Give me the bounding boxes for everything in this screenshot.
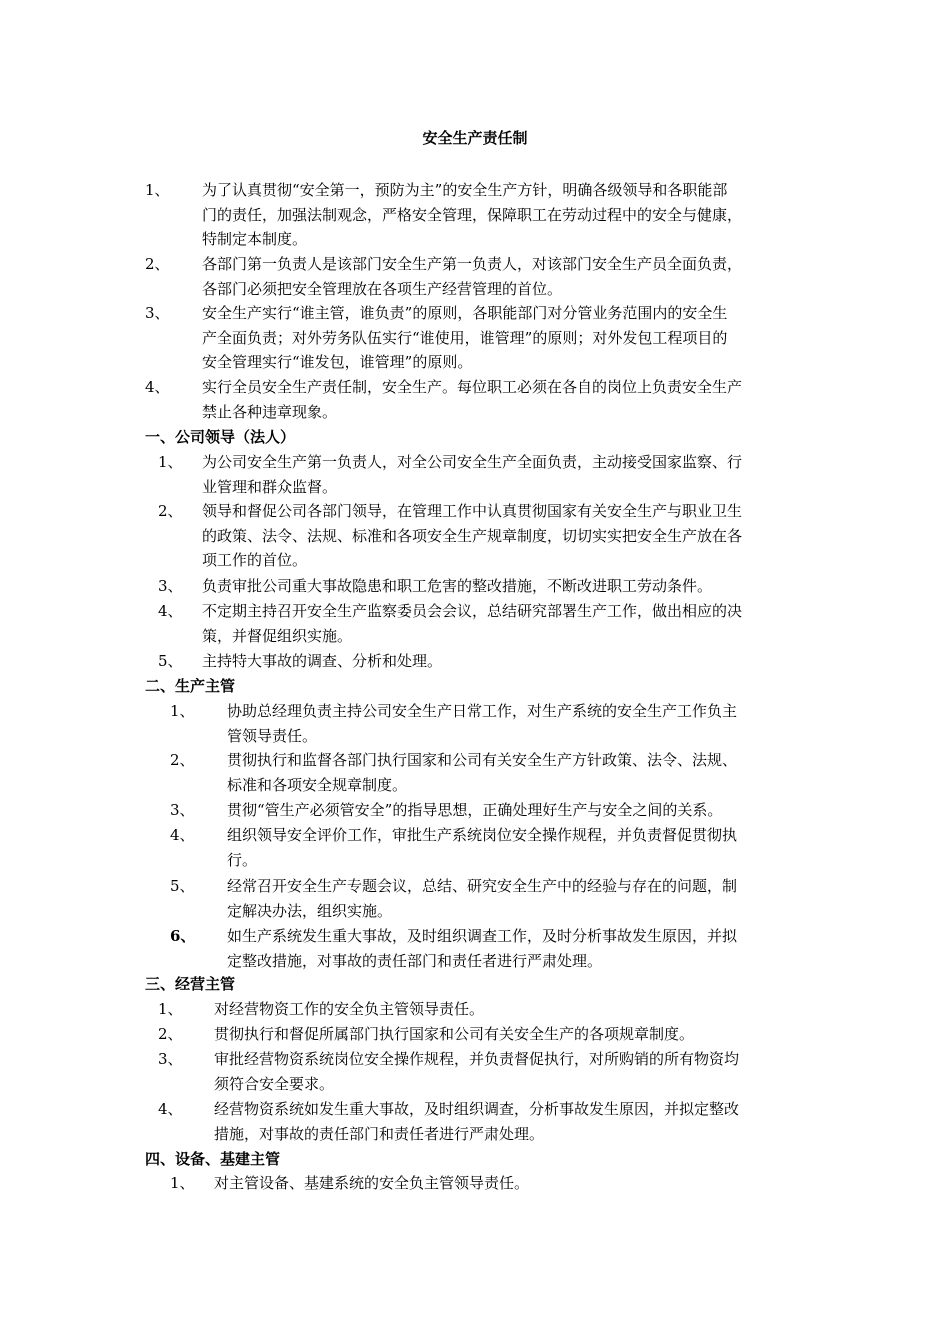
item-text: 组织领导安全评价工作，审批生产系统岗位安全操作规程，并负责督促贯彻执 行。 bbox=[227, 826, 738, 869]
item-text: 各部门第一负责人是该部门安全生产第一负责人，对该部门安全生产员全面负责， 各部门必须把安全管理放在各项生产经营管理的首位。 bbox=[202, 255, 743, 298]
item-number: 4、 bbox=[145, 378, 170, 396]
item-number: 2、 bbox=[158, 502, 183, 520]
item-number: 6、 bbox=[170, 927, 196, 945]
item-number: 1、 bbox=[170, 702, 195, 720]
item-text: 贯彻执行和督促所属部门执行国家和公司有关安全生产的各项规章制度。 bbox=[214, 1025, 695, 1043]
item-text: 为了认真贯彻“安全第一，预防为主”的安全生产方针，明确各级领导和各职能部 门的责任，加强法制观念，严格安全管理，保障职工在劳动过程中的安全与健康， 特制定本制度。 bbox=[202, 181, 743, 248]
item-text: 经营物资系统如发生重大事故，及时组织调查，分析事故发生原因，并拟定整改 措施，对事故的责任部门和责任者进行严肃处理。 bbox=[214, 1100, 740, 1143]
item-text: 领导和督促公司各部门领导，在管理工作中认真贯彻国家有关安全生产与职业卫生 的政策、法令、法规、标准和各项安全生产规章制度，切切实实把安全生产放在各 项工作的首位。 bbox=[202, 502, 743, 569]
item-text: 不定期主持召开安全生产监察委员会会议，总结研究部署生产工作，做出相应的决 策，并督促组织实施。 bbox=[202, 602, 743, 645]
section-heading-2: 二、生产主管 bbox=[145, 677, 236, 695]
item-number: 3、 bbox=[170, 801, 195, 819]
item-number: 5、 bbox=[170, 877, 195, 895]
section-heading-3: 三、经营主管 bbox=[145, 975, 236, 993]
item-text: 负责审批公司重大事故隐患和职工危害的整改措施，不断改进职工劳动条件。 bbox=[202, 577, 713, 595]
item-number: 1、 bbox=[158, 1000, 183, 1018]
item-number: 5、 bbox=[158, 652, 183, 670]
item-number: 3、 bbox=[158, 577, 183, 595]
item-number: 4、 bbox=[158, 1100, 183, 1118]
item-text: 主持特大事故的调查、分析和处理。 bbox=[202, 652, 443, 670]
item-text: 协助总经理负责主持公司安全生产日常工作，对生产系统的安全生产工作负主 管领导责任。 bbox=[227, 702, 738, 745]
item-text: 安全生产实行“谁主管，谁负责”的原则，各职能部门对分管业务范围内的安全生 产全面负责；对外劳务队伍实行“谁使用，谁管理”的原则；对外发包工程项目的 安全管理实行“谁发包，谁管理”的原则。 bbox=[202, 304, 728, 371]
document-title: 安全生产责任制 bbox=[422, 129, 528, 147]
item-number: 1、 bbox=[158, 453, 183, 471]
item-number: 3、 bbox=[145, 304, 170, 322]
item-text: 审批经营物资系统岗位安全操作规程，并负责督促执行，对所购销的所有物资均 须符合安全要求。 bbox=[214, 1050, 740, 1093]
item-text: 实行全员安全生产责任制，安全生产。每位职工必须在各自的岗位上负责安全生产 禁止各种违章现象。 bbox=[202, 378, 743, 421]
item-text: 对主管设备、基建系统的安全负主管领导责任。 bbox=[214, 1174, 530, 1192]
item-number: 3、 bbox=[158, 1050, 183, 1068]
item-number: 2、 bbox=[145, 255, 170, 273]
section-heading-4: 四、设备、基建主管 bbox=[145, 1150, 281, 1168]
item-number: 1、 bbox=[145, 181, 170, 199]
item-text: 为公司安全生产第一负责人，对全公司安全生产全面负责，主动接受国家监察、行 业管理和群众监督。 bbox=[202, 453, 743, 496]
item-text: 贯彻“管生产必须管安全”的指导思想，正确处理好生产与安全之间的关系。 bbox=[227, 801, 723, 819]
item-text: 经常召开安全生产专题会议，总结、研究安全生产中的经验与存在的问题，制 定解决办法，组织实施。 bbox=[227, 877, 738, 920]
item-text: 贯彻执行和监督各部门执行国家和公司有关安全生产方针政策、法令、法规、 标准和各项安全规章制度。 bbox=[227, 751, 738, 794]
item-number: 4、 bbox=[158, 602, 183, 620]
section-heading-1: 一、公司领导（法人） bbox=[145, 428, 296, 446]
item-text: 对经营物资工作的安全负主管领导责任。 bbox=[214, 1000, 485, 1018]
item-number: 2、 bbox=[158, 1025, 183, 1043]
item-number: 4、 bbox=[170, 826, 195, 844]
item-text: 如生产系统发生重大事故，及时组织调查工作，及时分析事故发生原因，并拟 定整改措施，对事故的责任部门和责任者进行严肃处理。 bbox=[227, 927, 738, 970]
item-number: 1、 bbox=[170, 1174, 195, 1192]
item-number: 2、 bbox=[170, 751, 195, 769]
